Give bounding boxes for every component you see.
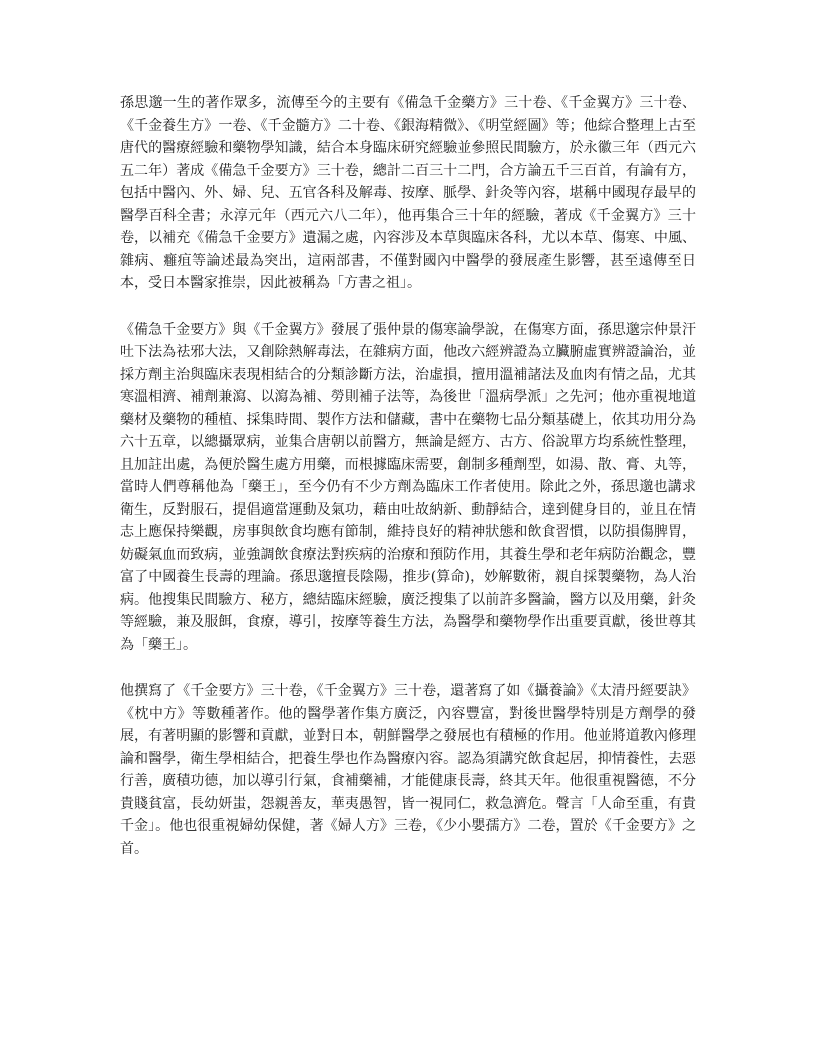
paragraph-works: 孫思邈一生的著作眾多，流傳至今的主要有《備急千金藥方》三十卷、《千金翼方》三十卷、《千金養生方》一卷、《千金髓方》二十卷、《銀海精微》、《明堂經圖》等；他綜合整理上古至唐代的醫療經驗和藥物學知識，結合本身臨床研究經驗並參照民間驗方，於永徽三年（西元六五二年）著成《備急千金要方》三十卷，總計二百三十二門，合方論五千三百首，有論有方，包括中醫內、外、婦、兒、五官各科及解毒、按摩、脈學、針灸等內容，堪稱中國現存最早的醫學百科全書；永淳元年（西元六八二年），他再集合三十年的經驗，著成《千金翼方》三十卷，以補充《備急千金要方》遺漏之處，內容涉及本草與臨床各科，尤以本草、傷寒、中風、雜病、癰疽等論述最為突出，這兩部書，不僅對國內中醫學的發展產生影響，甚至遠傳至日本，受日本醫家推崇，因此被稱為「方書之祖」。 bbox=[120, 95, 696, 291]
paragraph-writings-and-ethics: 他撰寫了《千金要方》三十卷，《千金翼方》三十卷，還著寫了如《攝養論》《太清丹經要訣》《枕中方》等數種著作。他的醫學著作集方廣泛，內容豐富，對後世醫學特別是方劑學的發展，有著明顯的影響和貢獻，並對日本，朝鮮醫學之發展也有積極的作用。他並將道教內修理論和醫學，衛生學相結合，把養生學也作為醫療內容。認為須講究飲食起居，抑情養性，去惡行善，廣積功德，加以導引行氣，食補藥補，才能健康長壽，終其天年。他很重視醫德，不分貴賤貧富，長幼妍蚩，怨親善友，華夷愚智，皆一視同仁，救急濟危。聲言「人命至重，有貴千金」。他也很重視婦幼保健，著《婦人方》三卷，《少小嬰孺方》二卷，置於《千金要方》之首。 bbox=[120, 683, 696, 857]
document-page bbox=[120, 92, 696, 884]
paragraph-medical-theory: 《備急千金要方》與《千金翼方》發展了張仲景的傷寒論學說，在傷寒方面，孫思邈宗仲景汗吐下法為祛邪大法，又創除熱解毒法，在雜病方面，他改六經辨證為立臟腑虛實辨證論治，並採方劑主治與臨床表現相結合的分類診斷方法，治虛損，擅用溫補諸法及血肉有情之品，尤其寒溫相濟、補劑兼瀉、以瀉為補、勞則補子法等，為後世「溫病學派」之先河；他亦重視地道藥材及藥物的種植、採集時間、製作方法和儲藏，書中在藥物七品分類基礎上，依其功用分為六十五章，以總攝眾病，並集合唐朝以前醫方，無論是經方、古方、俗說單方均系統性整理，且加註出處，為便於醫生處方用藥，而根據臨床需要，創制多種劑型，如湯、散、膏、丸等，當時人們尊稱他為「藥王」，至今仍有不少方劑為臨床工作者使用。除此之外，孫思邈也講求衛生，反對服石，提倡適當運動及氣功，藉由吐故納新、動靜結合，達到健身目的，並且在情志上應保持樂觀，房事與飲食均應有節制，維持良好的精神狀態和飲食習慣，以防損傷脾胃，妨礙氣血而致病，並強調飲食療法對疾病的治療和預防作用，其養生學和老年病防治觀念，豐富了中國養生長壽的理論。孫思邈擅長陰陽，推步(算命)，妙解數術，親自採製藥物，為人治病。他搜集民間驗方、秘方，總結臨床經驗，廣泛搜集了以前許多醫論，醫方以及用藥，針灸等經驗，兼及服餌，食療，導引，按摩等養生方法，為醫學和藥物學作出重要貢獻，後世尊其為「藥王」。 bbox=[120, 321, 696, 653]
